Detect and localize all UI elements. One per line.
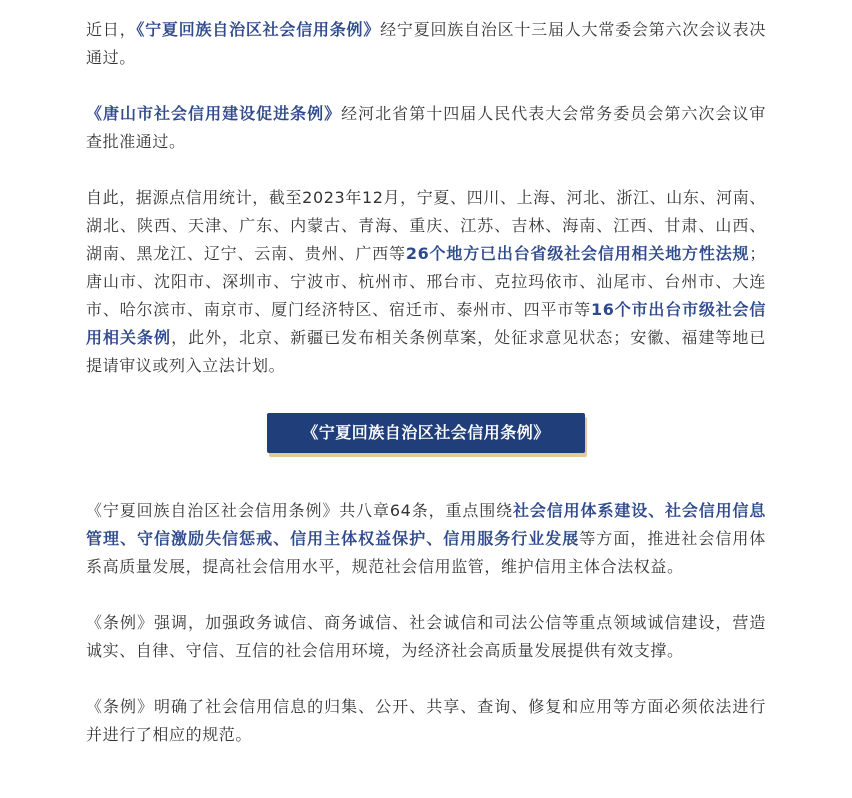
paragraph-text: 经河北省第十四届人民代表大会常务委员会第六次会议审查批准通过。 (86, 104, 766, 151)
paragraph-text: 自此，据源点信用统计，截至2023年12月，宁夏、四川、上海、河北、浙江、山东、河南、湖北、陕西、天津、广东、内蒙古、青海、重庆、江苏、吉林、海南、江西、甘肃、山西、湖南、黑龙江、辽宁、云南、贵州、广西等 (86, 188, 766, 263)
paragraph-text: 《条例》强调，加强政务诚信、商务诚信、社会诚信和司法公信等重点领域诚信建设，营造诚实、自律、守信、互信的社会信用环境，为经济社会高质量发展提供有效支撑。 (86, 613, 766, 660)
paragraph-regulation-clarifies (86, 693, 766, 749)
paragraph-text: ；唐山市、沈阳市、深圳市、宁波市、杭州市、邢台市、克拉玛依市、汕尾市、台州市、大连市、哈尔滨市、南京市、厦门经济特区、宿迁市、泰州市、四平市等 (86, 244, 766, 319)
paragraph-text: 近日， (86, 20, 137, 39)
paragraph-text: 等方面，推进社会信用体系高质量发展，提高社会信用水平，规范社会信用监管，维护信用主体合法权益。 (86, 529, 766, 576)
paragraph-statistics (86, 184, 766, 380)
paragraph-ningxia-passed (86, 16, 766, 72)
section-banner (267, 413, 585, 453)
key-areas-highlight: 社会信用体系建设、社会信用信息管理、守信激励失信惩戒、信用主体权益保护、信用服务行业发展 (86, 501, 766, 548)
paragraph-tangshan-passed (86, 100, 766, 156)
article-body (86, 16, 766, 749)
city-count-highlight: 16个市出台市级社会信用相关条例 (86, 300, 766, 347)
paragraph-ningxia-overview (86, 497, 766, 581)
paragraph-regulation-emphasis (86, 609, 766, 665)
paragraph-text: 《宁夏回族自治区社会信用条例》共八章64条，重点围绕 (86, 501, 514, 520)
paragraph-text: 《条例》明确了社会信用信息的归集、公开、共享、查询、修复和应用等方面必须依法进行并进行了相应的规范。 (86, 697, 766, 744)
section-banner-title: 《宁夏回族自治区社会信用条例》 (267, 413, 585, 453)
tangshan-regulation-title-highlight: 《唐山市社会信用建设促进条例》 (86, 104, 342, 123)
paragraph-text: 经宁夏回族自治区十三届人大常委会第六次会议表决通过。 (86, 20, 766, 67)
ningxia-regulation-title-highlight: 《宁夏回族自治区社会信用条例》 (136, 20, 381, 39)
provincial-count-highlight: 26个地方已出台省级社会信用相关地方性法规 (405, 244, 750, 263)
paragraph-text: ，此外，北京、新疆已发布相关条例草案，处征求意见状态；安徽、福建等地已提请审议或列入立法计划。 (86, 328, 766, 375)
section-banner-container (86, 413, 766, 453)
